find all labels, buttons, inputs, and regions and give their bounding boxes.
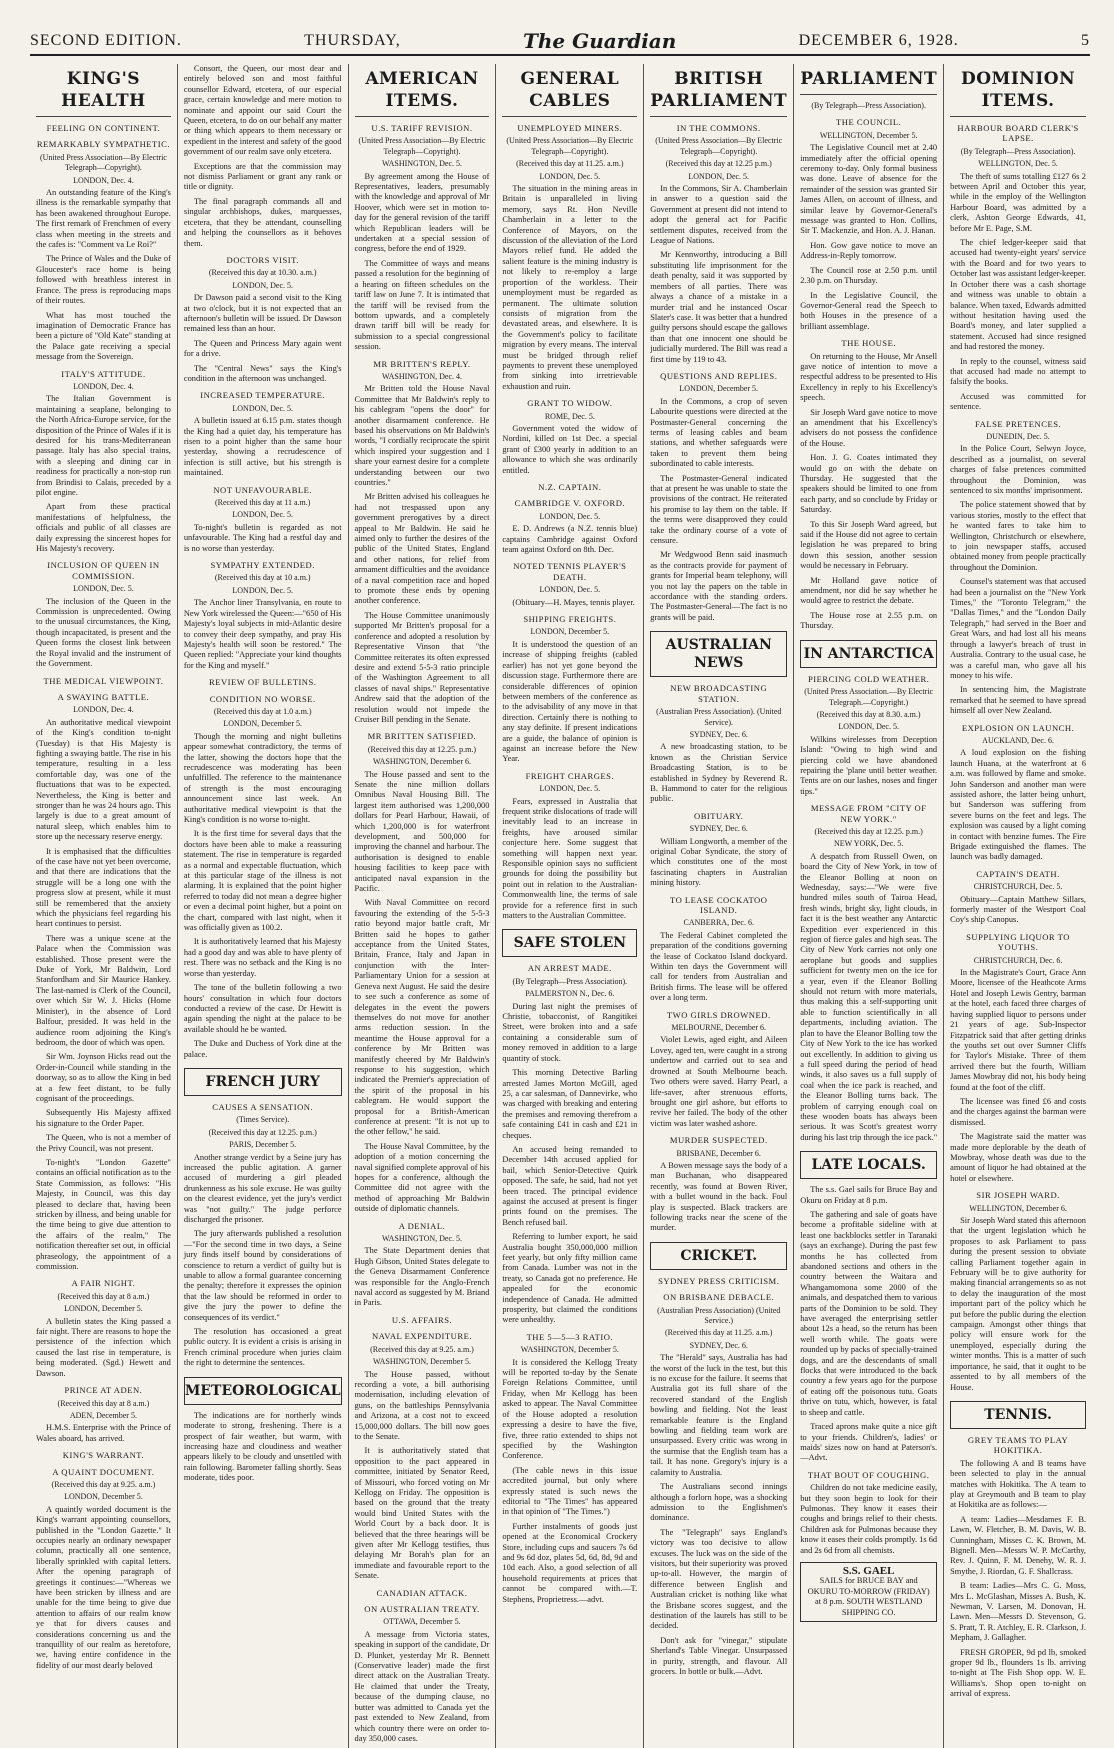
dateline: LONDON, December 5. [223,719,303,729]
column-heading: KING'S HEALTH [36,68,171,117]
article-paragraph: Wilkins wirelesses from Deception Island: "Owing to high wind and piercing cold we have abandoned repairing the 'plane until better weather. Tents are on our lashes, noses and finger tips." [800,734,938,796]
dateline: (Received this day at 12.25 p.m.) [665,159,772,169]
advertisement [800,1562,937,1622]
article-paragraph: In the Magistrate's Court, Grace Ann Moore, licensee of the Heathcote Arms Hotel and Joseph Lewis Gentry, barman at the hotel, each faced three charges of having supplied liquor to persons under 21 years of age. Sub-Inspector Fitzpatrick said that after getting drinks the youths set out over Sumner Cliffs for Taylor's Mistake. Three of them arrived there but the fourth, William James Mowbray did not, his body being found at the foot of the cliff. [950,968,1086,1092]
column-7 [944,64,1092,1748]
dateline: CHRISTCHURCH, Dec. 5. [973,882,1063,892]
article-paragraph: Though the morning and night bulletins appear somewhat contradictory, the terms of the latter, showing the doctors hope that the recrudescence was moderating has been unfulfilled. The reference to the maintenance of strength is the most encouraging announcement since last week. An authoritative medical viewpoint is that the King's condition is no worse to-night. [183,731,342,824]
article-subheading: THAT BOUT OF COUGHING. [807,1469,930,1480]
article-paragraph: The House passed and sent to the Senate the nine million dollars Omnibus Naval Housing Bill. The largest item authorised was 1,200,000 dollars for Pearl Harbour, Hawaii, of which 1,200,000 is for waterfront development, and 500,000 for improving the channel and harbour. The authorisation is designed to enable housing facilities to keep pace with anticipated naval expansion in the Pacific. [354,769,490,894]
article-subheading: PRINCE AT ADEN. [64,1385,143,1396]
article-paragraph: Sir Joseph Ward stated this afternoon that the urgent legislation which he proposes to ask Parliament to pass during the present session to obviate calling Parliament together again in February will be to give authority for making financial arrangements so as not to delay the inauguration of the most important part of the policy which he put before the public during the election campaign. Amongst other things that policy will ensure work for the unemployed, especially during the winter months. This is a matter of such importance, he said, that it ought to be assented to by all members of the House. [950,1216,1086,1392]
dateline: LONDON, Dec. 5. [232,280,294,290]
article-paragraph: By agreement among the House of Representatives, leaders, presumably with the knowledge and approval of Mr Hoover, which were set in motion to-day for the general revision of the tariff which Republican leaders will be undertaken at a special session of congress, before the end of 1929. [354,171,490,254]
dateline: WASHINGTON, December 5. [520,1345,619,1355]
article-subheading: PIERCING COLD WEATHER. [807,673,930,684]
article-paragraph: Traced aprons make quite a nice gift to your friends. Children's, ladies' or maids' sizes now on hand at Paterson's.—Advt. [800,1422,938,1463]
article-paragraph: Violet Lewis, aged eight, and Aileen Lovey, aged ten, were caught in a strong undertow and carried out to sea and drowned at South Melbourne beach. Two others were saved. Harry Pearl, a life-saver, after strenuous efforts, brought one girl ashore, but efforts to revive her failed. The body of the other victim was later washed ashore. [650,1035,788,1128]
article-paragraph: B team: Ladies—Mrs C. G. Moss, Mrs L. McGlashan, Misses A. Bush, K. Newman, V. Larsen, M. Donovan, H. Lawn. Men—Messrs D. Stevenson, G. S. Pratt, T. R. Atchley, E. R. Clarkson, J. Mepham, J. Gallagher. [950,1581,1086,1643]
dateline: LONDON, Dec. 5. [73,584,134,594]
article-subheading: CAPTAIN'S DEATH. [976,868,1060,879]
article-paragraph: Dr Dawson paid a second visit to the King at two o'clock, but it is not expected that an afternoon's bulletin will be issued. Dr Dawson remained less than an hour. [183,293,342,334]
article-paragraph: The theft of sums totalling £127 6s 2 between April and October this year, while in the employ of the Wellington Harbour Board, was admitted by a clerk, Ashton George Edwards, 41, before Mr E. Page, S.M. [950,171,1086,233]
article-paragraph: During last night the premises of Christie, tobacconist, of Rangitikei Street, were broken into and a safe containing a considerable sum of money removed in addition to a large quantity of stock. [502,1001,638,1063]
dateline: (Received this day at 8 a.m.) [57,1398,150,1408]
section-heading: METEOROLOGICAL [184,1377,342,1405]
article-subheading: QUESTIONS AND REPLIES. [660,370,778,381]
article-paragraph: The Council rose at 2.50 p.m. until 2.30 p.m. on Thursday. [800,265,938,286]
article-paragraph: The House rose at 2.55 p.m. on Thursday. [800,610,938,631]
article-paragraph: The indications are for northerly winds moderate to strong, freshening. There is a prospect of fair weather, but warm, with increasing haze and cloudiness and weather appears likely to be cloudy and unsettled with rain following. Barometer falling shortly. Seas moderate, tides poor. [183,1410,342,1483]
dateline: LONDON, December 5. [64,1492,143,1502]
article-subheading: INCREASED TEMPERATURE. [200,390,326,401]
dateline: (Received this day at 1.0 a.m.) [213,706,312,716]
article-subheading: SYMPATHY EXTENDED. [210,560,315,571]
article-subheading: A FAIR NIGHT. [71,1278,136,1289]
dateline: (United Press Association.—By Electric Telegraph.—Copyright.) [804,687,934,707]
dateline: (Received this day at 12.25. p.m.) [814,826,923,836]
article-paragraph: An outstanding feature of the King's illness is the remarkable sympathy that has been awakened throughout Europe. The first remark of Frenchmen of every class when meeting in the streets and the cafes is: "Comment va Le Roi?" [36,188,171,250]
article-paragraph: Subsequently His Majesty affixed his signature to the Order Paper. [36,1108,171,1128]
article-paragraph: (The cable news in this issue accredited journal, but only where expressly stated is such news the editorial to "The Times" has appeared in that opinion of "The Times.") [502,1465,638,1517]
dateline: LONDON, Dec. 5. [539,511,601,521]
article-subheading: CAUSES A SENSATION. [212,1101,314,1112]
article-paragraph: Government voted the widow of Nordini, killed on 1st Dec. a special grant of £300 yearly in addition to an allowance to which she was ordinarily entitled. [502,423,638,475]
article-subheading: GRANT TO WIDOW. [527,398,613,409]
article-subheading: ON AUSTRALIAN TREATY. [364,1604,480,1615]
article-subheading: A DENIAL. [398,1220,446,1231]
article-paragraph: The Duke and Duchess of York dine at the palace. [183,1039,342,1059]
article-paragraph: In the Commons, Sir A. Chamberlain in answer to a question said the Government at present did not intend to adopt the general act for Pacific settlement disputes, received from the League of Nations. [650,184,788,246]
article-paragraph: To this Sir Joseph Ward agreed, but said if the House did not agree to certain legislation he was prepared to bring down this session, another session would be necessary in February. [800,519,938,571]
dateline: LONDON, Dec. 5. [539,784,601,794]
article-paragraph: H.M.S. Enterprise with the Prince of Wales aboard, has arrived. [36,1423,171,1443]
section-heading: SAFE STOLEN [502,929,637,957]
article-paragraph: The Legislative Council met at 2.40 immediately after the official opening ceremony to-day. Only formal business was done. Leave of absence for the remainder of the session was granted Sir James Allen, on account of illness, and similar leave by Governor-General's message was granted to Hon. Collins, Sir T. Mackenzie, and Hon. A. J. Hanan. [800,143,938,236]
article-paragraph: To-night's "London Gazette" contains an official notification as to the State Commission, as follows: "His Majesty, in Council, was this day pleased to declare that, having been stricken by illness, and being unable for the time being to give due attention to the affairs of the realm," The notification thereafter set out, in official phraseology, the appointment of a commission. [36,1157,171,1272]
article-paragraph: To-night's bulletin is regarded as not unfavourable. The King had a restful day and is no worse than yesterday. [183,522,342,553]
dateline: DUNEDIN, Dec. 5. [986,431,1050,441]
article-subheading: NOTED TENNIS PLAYER'S DEATH. [513,561,627,582]
article-paragraph: The "Herald" says, Australia has had the worst of the luck in the test, but this is no excuse for the failure. It seems that Australia got its full share of the recovered standard of the English bowling and fielding. Not the least remarkable feature is the England bowling and fielding team work are unsurpassed. Every critic was wrong in the surmise that the English team has a tail. It has none. Gregory's injury is a calamity to Australia. [650,1353,788,1477]
article-subheading: CONDITION NO WORSE. [209,693,316,704]
article-paragraph: With Naval Committee on record favouring the extending of the 5-5-3 ratio beyond major battle craft, Mr Britten said he hopes to gather acceptance from the United States, Britain, France, Italy and Japan in conjunction with the Inter-Parliamentary Union for a session at Geneva next August. He said the desire to see such a conference as some of delegates in the event the powers themselves do not move for another arms reduction session. In the meantime the House approval for a conference by Mr Britten was manifestly cheered by Mr Baldwin's response to his suggestion, which indicated the Premier's appreciation of the spirit of the proposal in his cablegram. He would support the proposal for a British-American conference at present: "It is not up to the other fellow," he said. [354,898,490,1137]
article-paragraph: A Bowen message says the body of a man Buchanan, who disappeared recently, was found at Bowen River, with a bullet wound in the back. Foul play is suspected. Black trackers are following tracks near the scene of the murder. [650,1160,788,1233]
article-paragraph: Counsel's statement was that accused had been a journalist on the "New York Times," the "Toronto Telegram," the "Dallas Times," and the "London Daily Telegraph," had served in the Boer and Great Wars, and had lost all his means through a lawyer's breach of trust in Australia. Contrary to the usual case, he was a careful man, who gave all his money to his wife. [950,577,1086,680]
article-paragraph: An accused being remanded to December 14th accused applied for bail, which Senior-Detective Quirk opposed. The safe, he said, had not yet been traced. The principal evidence against the accused at present is finger prints found on the premises. The Bench refused bail. [502,1144,638,1227]
column-heading: GENERAL CABLES [502,68,637,117]
article-paragraph: Referring to lumber export, he said Australia bought 350,000,000 million feet yearly, but only fifty million came from Canada. Lumber was not in the treaty, so Canada got no preference. He appealed for the economic independence of Canada. He admitted prosperity, but claimed the conditions were unhealthy. [502,1232,638,1325]
dateline: CHRISTCHURCH, Dec. 6. [973,955,1063,965]
dateline: CANBERRA, Dec. 6. [683,918,754,928]
article-paragraph: In the Police Court, Selwyn Joyce, described as a journalist, on several charges of false pretences committed throughout the Dominion, was sentenced to six months' imprisonment. [950,444,1086,495]
dateline: LONDON, Dec. 5. [688,171,750,181]
dateline: (By Telegraph—Press Association). [811,101,926,110]
article-subheading: KING'S WARRANT. [62,1450,145,1461]
article-subheading: NAVAL EXPENDITURE. [371,1331,472,1342]
article-subheading: MR BRITTEN SATISFIED. [367,731,477,742]
column-5 [644,64,794,1748]
article-paragraph: It is authoritatively stated that opposition to the pact appeared in committee, initiated by Senator Reed, of Missouri, who forced voting on Mr Kellogg on Friday. The opposition is based on the ground that the treaty would bind United States with the World Court by a back door. It is believed that the three hearings will be given after Mr Kellogg testifies, thus delaying Mr Borah's plan for an immediate and favourable report to the Senate. [354,1446,490,1581]
article-paragraph: The following A and B teams have been selected to play in the annual matches with Hokitika. The A team to play at Greymouth and B team to play at Hokitika are as follows:— [950,1458,1086,1510]
column-heading: BRITISH PARLIAMENT [650,68,787,117]
article-paragraph: The Queen and Princess Mary again went for a drive. [183,338,342,359]
column-3 [349,64,497,1748]
article-paragraph: The situation in the mining areas in Britain is unparalleled in living memory, says Rt. Hon Neville Chamberlain in a letter to the Conference of Mayors, on the discussion of the alleviation of the Lord Mayors relief fund. He added the salient feature is the mining industry is not likely to re-employ a large proportion of the workless. Their unemployment must be regarded as permanent. The ultimate solution consists of migration from the devastated areas, and elsewhere. It is the Government's policy to facilitate migration by every means. The interval must be bridged through relief payments to prevent these unemployed from sinking into irretrievable exhaustion and ruin. [502,184,638,391]
article-paragraph: Don't ask for "vinegar," stipulate Sherland's Table Vinegar. Unsurpassed in purity, strength, and flavour. All grocers. In bottle or bulk.—Advt. [650,1635,788,1676]
article-subheading: MESSAGE FROM "CITY OF NEW YORK." [810,803,927,824]
article-paragraph: Exceptions are that the commission may not dismiss Parliament or grant any rank or title or dignity. [183,161,342,192]
article-paragraph: A bulletin issued at 6.15 p.m. states though the King had a quiet day, his temperature has risen to a point higher than the same hour yesterday, showing a recrudescence of infection is still active, but his strength is maintained. [183,416,342,478]
article-subheading: OBITUARY. [693,810,744,821]
dateline: SYDNEY, Dec. 6. [689,1340,748,1350]
article-paragraph: It is understood the question of an increase of shipping freights (cabled earlier) has not yet gone beyond the discussion stage. Furthermore there are considerable differences of opinion between members of the conference as to the advisability of any move in that direction. Certainly there is nothing to any stay definite. If present indications are a guide, the balance of opinion is against an increase before the New Year. [502,639,638,764]
dateline: LONDON, Dec. 5. [539,171,601,181]
article-paragraph: Further instalments of goods just opened at the Economical Crockery Store, including cups and saucers 7s 6d and 9s 6d doz, plates 5d, 6d, 8d, 9d and 10d each. Also, a good selection of all household requirements at prices that cannot be compared with.—T. Stephens, Proprietress.—advt. [502,1521,638,1604]
dateline: (Received this day at 10 a.m.) [214,573,311,583]
dateline: MELBOURNE, December 6. [671,1023,767,1033]
dateline: LONDON, Dec. 4. [73,175,134,185]
article-subheading: U.S. TARIFF REVISION. [371,123,473,133]
article-paragraph: It is considered the Kellogg Treaty will be reported to-day by the Senate Foreign Relations Committee, until Friday, when Mr Kellogg has been asked to appear. The Naval Committee of the House adopted a resolution expressing a desire to have the five, five, three ratio extended to ships not specified by the Washington Conference. [502,1357,638,1461]
article-paragraph: What has most touched the imagination of Democratic France has been a picture of "Old Kate" standing at the Palace gate receiving a special message from the Sovereign. [36,310,171,362]
article-paragraph: It is the first time for several days that the doctors have been able to make a reassuring statement. The rise in temperature is regarded as a normal and expectable fluctuation, which at this particular stage of the illness is not alarming. It is explained that the point higher referred to today did not mean a degree higher or even a decimal point higher, but a point on the chart, compared with last night, when it was officially given as 100.2. [183,829,342,933]
dateline: WASHINGTON, December 6. [372,757,471,767]
article-paragraph: A quaintly worded document is the King's warrant appointing counsellors, published in the "London Gazette." It occupies nearly an ordinary newspaper column, practically all one sentence, liberally sprinkled with capital letters. After the opening paragraph of greetings it continues:—"Whereas we have been stricken by illness and are unable for the time being to give due attention to affairs of our realm know ye that for divers causes and considerations concerning us and the tranquillity of our realm as heretofore, we, having entire confidence in the fidelity of our most dearly beloved [36,1504,171,1670]
article-paragraph: The House passed, without recording a vote, a bill authorising modernisation, including elevation of guns, on the battleships Pennsylvania and Arizona, at a cost not to exceed 15,000,000 dollars. The bill now goes to the Senate. [354,1369,490,1441]
column-heading: DOMINION ITEMS. [950,68,1086,117]
article-subheading: SUPPLYING LIQUOR TO YOUTHS. [966,931,1070,953]
article-paragraph: A team: Ladies—Mesdames F. B. Lawn, W. Fletcher, B. M. Davis, W. B. Cunningham, Misses C. K. Brown, M. Bignell. Men—Messrs W. P. McCarthy, Rev. J. Quinn, F. M. Denehy, W. R. J. Smythe, J. Riordan, G. F. Shallcrass. [950,1514,1086,1576]
dateline: (Australian Press Association) (United Service.) [657,1305,781,1325]
article-paragraph: The Australians second innings although a forlorn hope, was a shocking admission to the Englishmen's dominance. [650,1482,788,1523]
article-paragraph: Accused was committed for sentence. [950,391,1086,412]
article-paragraph: In reply to the counsel, witness said that accused had made no attempt to falsify the books. [950,356,1086,387]
article-paragraph: It is emphasised that the difficulties of the case have not yet been overcome, and that there are indications that the struggle will be a long one with the progress slow at present, while it must still be remembered that the anxiety which the physicians feel regarding his heart continues to persist. [36,846,171,929]
article-paragraph: The resolution has occasioned a great public outcry. It is evident a crisis is arising in French criminal procedure when juries claim the right to determine the sentences. [183,1327,342,1368]
article-subheading: AN ARREST MADE. [527,963,612,974]
article-subheading: CANADIAN ATTACK. [376,1587,468,1598]
article-paragraph: The chief ledger-keeper said that accused had twenty-eight years' service with the Board and for two years to October last was assistant ledger-keeper. In October there was a cash shortage and witness was unable to obtain a balance. When taxed, Edwards admitted without hesitation having used the Board's money, and later supplied a statement. Accused had since resigned and had restored the money. [950,238,1087,352]
dateline: (Received this day at 9.25. a.m.) [370,1344,474,1354]
dateline: WELLINGTON, Dec. 5. [978,159,1058,169]
article-paragraph: The "Telegraph" says England's victory was too decisive to allow excuses. The luck was on the side of the visitors, but their superiority was proved up-to-all. However, the margin of difference between English and Australian cricket is nothing like what the Brisbane scores suggest, and the destination of the laurels has still to be decided. [650,1527,788,1631]
article-paragraph: The s.s. Gael sails for Bruce Bay and Okuru on Friday at 8 p.m. [800,1185,938,1205]
masthead [30,28,1090,56]
article-paragraph: Apart from these practical manifestations of helpfulness, the officials and public of all classes are daily expressing the sincerest hopes for His Majesty's recovery. [36,502,171,554]
article-paragraph: The tone of the bulletin following a two hours' consultation in which four doctors conducted a review of the case. Dr Hewitt is again spending the night at the palace to be available should he be wanted. [183,983,342,1034]
article-paragraph: The Anchor liner Transylvania, en route to New York wirelessed the Queen:—"650 of His Majesty's loyal subjects in mid-Atlantic desire to convey their deep sympathy, and pray His Majesty's health will soon be restored." The Queen replied: "Appreciate your kind thoughts for the King and myself." [183,598,342,670]
article-paragraph: The licensee was fined £6 and costs and the charges against the barman were dismissed. [950,1096,1086,1127]
dateline: (Received this day at 11.25. a.m.) [516,159,624,169]
article-paragraph: E. D. Andrews (a N.Z. tennis blue) captains Cambridge against Oxford team against Oxford on 8th. Dec. [502,524,638,555]
section-heading: LATE LOCALS. [800,1151,937,1179]
article-subheading: SIR JOSEPH WARD. [976,1190,1060,1201]
dateline: (Received this day at 11.25. a.m.) [665,1328,773,1338]
dateline: PARIS, December 5. [229,1140,297,1150]
dateline: (Received this day at 8 a.m.) [57,1291,150,1301]
article-paragraph: A message from Victoria states, speaking in support of the candidate, Dr D. Plunket, yesterday Mr R. Bennett (Conservative leader) made the first direct attack on the Australian Treaty. He claimed that under the Treaty, because of the dumping clause, no butter was admitted to Canada yet the past extended to New Zealand, from which country there were on order to-day 350,000 cases. [354,1629,490,1743]
dateline: LONDON, Dec. 5. [232,510,294,520]
article-paragraph: Mr Kennworthy, introducing a Bill substituting life imprisonment for the death penalty, said it was supported by members of all parties. There was always a chance of a mistake in a murder trial and he instanced Oscar Slater's case. It was better that a hundred guilty persons should escape the gallows than that one innocent one should be judicially murdered. The Bill was read a first time by 119 to 43. [650,250,788,364]
article-subheading: FALSE PRETENCES. [974,418,1062,429]
dateline: WASHINGTON, Dec. 5. [381,1234,462,1244]
section-heading: IN ANTARCTICA [800,640,937,668]
article-paragraph: The inclusion of the Queen in the Commission is unprecedented. Owing to the unusual circumstances, the King, though incapacitated, is present and the Queen forms the closest link between the Royal invalid and the instrument of the Government. [36,596,171,669]
article-paragraph: Hon. Gow gave notice to move an Address-in-Reply tomorrow. [800,240,938,261]
column-2 [178,64,349,1748]
article-paragraph: Another strange verdict by a Seine jury has increased the public agitation. A garner accused of murdering a girl pleaded drunkenness as his sole excuse. He was guilty on the clearest evidence, yet the jury's verdict was "not guilty." The judge perforce discharged the prisoner. [183,1152,342,1224]
dateline: (Received this day at 12.25. p.m.) [367,744,477,754]
newspaper-title: The Guardian [523,29,677,53]
article-subheading: U.S. AFFAIRS. [391,1314,453,1325]
section-heading: TENNIS. [950,1401,1086,1429]
article-subheading: REMARKABLY SYMPATHETIC. [36,139,171,150]
article-subheading: HARBOUR BOARD CLERK'S LAPSE. [957,123,1079,144]
dateline: (Received this day at 12.25. p.m.) [208,1127,317,1137]
article-paragraph: Children do not take medicine easily, but they soon begin to look for their Pulmonas. They know it eases their coughs and brings relief to their chests. Children ask for Pulmonas because they know it eases their colds promptly. 1s 6d and 2s 6d from all chemists. [800,1483,938,1555]
article-subheading: THE HOUSE. [841,338,896,349]
dateline: NEW YORK, Dec. 5. [833,839,904,849]
article-subheading: SYDNEY PRESS CRITICISM. [658,1275,780,1286]
dateline: (United Press Association—By Electric Telegraph—Copyright). [39,152,167,173]
dateline: LONDON, December 5. [530,627,610,637]
article-subheading: NOT UNFAVOURABLE. [213,484,313,495]
dateline: ADEN, December 5. [69,1410,137,1420]
article-paragraph: Hon. J. G. Coates intimated they would go on with the debate on Thursday. He suggested that the speakers should be limited to one from each party, and so conclude by Friday or Saturday. [800,453,938,515]
article-paragraph: There was a unique scene at the Palace when the Commission was established. Those present were the Duke of York, Mr Baldwin, Lord Stanfordham and Sir Maurice Hankey. The last-named is Clerk of the Council, over which Sir W. J. Hicks (Home Minister), in the absence of Lord Balfour, presided. It was held in the audience room adjoining the King's bedroom, the door of which was open. [36,933,171,1047]
article-paragraph: The Italian Government is maintaining a seaplane, belonging to the North Africa-Europe service, for the disposition of the Prince of Wales if it is desired for his trans-Mediterranean passage. Italy has also special trains, with a sleeping and dining car in readiness for practically a non-stop run from Brindisi to Calais, preceded by a pilot engine. [36,394,171,497]
article-subheading: THE COUNCIL. [836,117,902,128]
edition-label: SECOND EDITION. [30,32,182,49]
dateline: (Received this day at 9.25. a.m.) [51,1479,156,1489]
article-paragraph: The police statement showed that by various stories, mostly to the effect that he wanted fares to take him to Wellington, Christchurch or elsewhere, to join newspaper staffs, accused obtained money from people practically throughout the Dominion. [950,500,1086,572]
dateline: (By Telegraph—Press Association). [512,976,628,986]
section-heading: AUSTRALIAN NEWS [650,631,787,677]
article-paragraph: Mr Britten told the House Naval Committee that Mr Baldwin's reply to his cablegram "opens the door" for another disarmament conference. He based his observations on Mr Baldwin's words, "I cordially reciprocate the spirit which inspired your suggestion and I share your earnest desire for a complete understanding between our two countries." [354,384,490,487]
column-heading: PARLIAMENT [800,68,937,95]
article-subheading: CAMBRIDGE V. OXFORD. [514,498,626,509]
article-paragraph: The Committee of ways and means passed a resolution for the beginning of a hearing on fifteen schedules on the tariff law on June 7. It is intimated that the tariff will be revised from the bottom upwards, and a completely drawn tariff bill will be ready for submission to a special congressional session. [354,258,490,352]
dateline: (United Press Association—By Electric Telegraph—Copyright). [655,136,783,156]
article-subheading: UNEMPLOYED MINERS. [517,123,623,133]
page-number: 5 [1080,32,1090,49]
article-paragraph: Sir Wm. Joynson Hicks read out the Order-in-Council while standing in the doorway, so as to allow the King in bed at a few feet distant, to be fully cognisant of the proceedings. [36,1052,171,1103]
article-paragraph: Sir Joseph Ward gave notice to move an amendment that his Excellency's advisers do not possess the confidence of the House. [800,407,938,448]
article-paragraph: The gathering and sale of goats have become a profitable sideline with at least one backblocks settler in Taranaki (says an exchange). During the past few months he has collected from abandoned sections and others in the country between the Waitara and Whangamomona some 2000 of the animals, and despatched them to various parts of the Dominion to be sold. They have averaged the enterprising settler about 12s a head, so the return has been well worth while. The goats were rounded up by packs of specially-trained dogs, and are the descendants of small flocks that were introduced to the back country a few years ago for the purpose of eating off the poisonous tutu. Goats thrive on tutu, which, however, is fatal to sheep and cattle. [800,1209,938,1417]
article-paragraph: The Magistrate said the matter was made more deplorable by the death of Mowbray, whose death was due to the amount of liquor he had obtained at the hotel or elsewhere. [950,1132,1086,1183]
section-heading: CRICKET. [650,1242,787,1270]
article-paragraph: The final paragraph commands all and singular archbishops, dukes, marquesses, etcetera, that they be attendant, counselling and helping the counsellors as it behoves them. [183,196,342,248]
article-paragraph: Consort, the Queen, our most dear and entirely beloved son and most faithful counsellor Edward, etcetera, of our especial grace, certain knowledge and mere motion to nominate and appoint our said Court the Queen, etcetera, to do on our behalf any matter or thing which appears to them necessary or expedient in the interest and safety of the good government of our realm save only etcetera. [183,64,342,157]
article-paragraph: Obituary—Captain Matthew Sillars, formerly master of the Westport Coal Coy's ship Canopus. [950,894,1086,925]
article-subheading: NEW BROADCASTING STATION. [670,683,768,704]
dateline: WASHINGTON, Dec. 5. [381,159,462,169]
dateline: (Australian Press Association). (United Service). [656,707,782,727]
article-paragraph: The Federal Cabinet completed the preparation of the conditions governing the lease of Cockatoo Island dockyard. Within ten days the Government will call for tenders from Australian and British firms. The lease will be offered over a long term. [650,930,788,1003]
dateline: WASHINGTON, Dec. 4. [381,371,462,381]
article-paragraph: The House Committee unanimously supported Mr Britten's proposal for a conference and adopted a resolution by Representative Vinson that "the Committee reiterates its often expressed desire and extend 5-5-3 ratio principle of the Washington Agreement to all classes of naval ships." Representative Andrew said that the adoption of the resolution would not impede the Cruiser Bill pending in the Senate. [354,610,490,724]
article-paragraph: The Postmaster-General indicated that at present he was unable to state the provisions of the contract. He reiterated his promise to lay them on the table. If the terms were disapproved they could take the ordinary course of a vote of censure. [650,473,788,546]
article-subheading: THE 5—5—3 RATIO. [526,1331,614,1342]
dateline: (Times Service). [236,1115,290,1125]
article-paragraph: Mr Britten advised his colleagues he had not trespassed upon any government prerogatives by a direct appeal to Mr Baldwin. He said he aimed only to further the desires of the public of the United States, England and other nations, for relief from armament difficulties and the avoidance of a naval competition race and hoped to promote these ends by opening another conference. [354,492,490,606]
column-1 [30,64,178,1748]
dateline: SYDNEY, Dec. 6. [689,824,748,834]
article-subheading: EXPLOSION ON LAUNCH. [961,722,1075,733]
article-subheading: TWO GIRLS DROWNED. [666,1009,771,1020]
dateline: LONDON, Dec. 5. [232,585,294,595]
dateline: LONDON, Dec. 5. [838,722,899,732]
ad-text: SAILS for BRUCE BAY and OKURU TO-MORROW (FRIDAY) at 8 p.m. SOUTH WESTLAND SHIPPING CO. [807,1576,930,1617]
dateline: (By Telegraph—Press Association). [960,146,1076,156]
article-paragraph: An authoritative medical viewpoint of the King's condition to-night (Tuesday) is that His Majesty is fighting a swaying battle. The rise in his temperature, resulting in a less comfortable day, was one of the fluctuations that was to be expected. Nevertheless, the King is better and stronger than he was 24 hours ago. This largely is due to a great amount of natural sleep, which enables him to store up the necessary reserve energy. [36,717,171,842]
article-paragraph: In sentencing him, the Magistrate remarked that he seemed to have spread himself all over New Zealand. [950,685,1086,716]
dateline: LONDON, December 5. [64,1304,143,1314]
dateline: (United Press Association—By Electric Telegraph—Copyright). [506,136,634,156]
article-paragraph: Mr Holland gave notice of amendment, nor did he say whether he would agree to restrict the debate. [800,575,938,606]
article-paragraph: FRESH GROPER, 9d pd lb, smoked groper 9d lb., flounders 1s lb. arriving to-night at The Fish Shop opp. W. E. Williams's. Shop open to-night on arrival of express. [950,1647,1086,1699]
article-paragraph: The Queen, who is not a member of the Privy Council, was not present. [36,1133,171,1153]
article-subheading: MR BRITTEN'S REPLY. [373,358,471,369]
article-paragraph: Fears, expressed in Australia that frequent strike dislocations of trade will inevitably lead to an increase in freights, have aroused similar conjecture here. Some suggest that something will happen next year. Responsible opinion says no sufficient grounds for doing the possibility but point out in relation to the Australian-Commonwealth line, the terms of sale provide for a reference first in such matters to the Australian Committee. [502,796,638,921]
article-subheading: FEELING ON CONTINENT. [46,123,161,133]
column-heading: AMERICAN ITEMS. [355,68,490,117]
article-subheading: THE MEDICAL VIEWPOINT. [43,675,164,686]
article-paragraph: In the Commons, a crop of seven Labourite questions were directed at the Postmaster-General concerning the terms of leasing cables and beam stations, and whether safeguards were taken to prevent them being subordinated to cable interests. [650,396,788,469]
dateline: WELLINGTON, December 6. [969,1203,1067,1213]
article-paragraph: This morning Detective Barling arrested James Morton McGill, aged 25, a car salesman, of Dannevirke, who was charged with breaking and entering the premises and removing therefrom a safe containing £41 in cash and £21 in cheques. [502,1068,638,1140]
dateline: LONDON, December 5. [679,384,759,394]
article-subheading: IN THE COMMONS. [676,123,761,133]
article-paragraph: The "Central News" says the King's condition in the afternoon was unchanged. [183,363,342,383]
article-subheading: TO LEASE COCKATOO ISLAND. [669,894,768,915]
day-label: THURSDAY, [304,32,401,49]
article-paragraph: The House Naval Committee, by the adoption of a motion concerning the naval signified complete approval of his hopes for a conference, although the Committee did not agree with the method of approaching Mr Baldwin outside of diplomatic channels. [354,1141,490,1214]
article-paragraph: In the Legislative Council, the Governor-General read the Speech to both Houses in the presence of a brilliant assemblage. [800,290,938,331]
article-paragraph: (Obituary—H. Mayes, tennis player. [512,597,635,607]
dateline: AUCKLAND, Dec. 6. [982,735,1054,745]
article-paragraph: The jury afterwards published a resolution—"For the second time in two days, a Seine jury finds itself bound by considerations of conscience to return a verdict of guilty but is unable to allow a formal guarantee concerning the penalty; therefore it expresses the opinion that the law should be reformed in order to give the jury the power to define the consequences of its verdict." [183,1229,342,1322]
article-subheading: GREY TEAMS TO PLAY HOKITIKA. [967,1434,1069,1456]
article-subheading: A SWAYING BATTLE. [57,691,150,702]
dateline: (Received this day at 10.30. a.m.) [208,268,317,278]
date-label: DECEMBER 6, 1928. [798,32,959,49]
dateline: LONDON, Dec. 5. [539,585,601,595]
article-paragraph: A bulletin states the King passed a fair night. There are reasons to hope the persistence of the infection which caused the last rise in temperature, is being moderated. (Sgd.) Hewett and Dawson. [36,1316,171,1378]
dateline: OTTAWA, December 5. [383,1617,461,1627]
article-subheading: INCLUSION OF QUEEN IN COMMISSION. [47,560,160,581]
article-paragraph: A new broadcasting station, to be known as the Christian Service Broadcasting Station, is to be established in Sydney by Reverend R. B. Hammond to cater for the religious public. [650,742,788,804]
article-paragraph: A loud explosion on the fishing launch Huana, at the waterfront at 6 a.m. was followed by flame and smoke. John Sanderson and another man were assisted ashore, the latter being unhurt, but Sanderson was suffering from severe burns on the feet and legs. The explosion was caused by a light coming in contact with benzine fumes. The Fire Brigade extinguished the flames. The launch was badly damaged. [950,748,1086,862]
article-paragraph: The State Department denies that Hugh Gibson, United States delegate to the Geneva Disarmament Conference was responsible for the Anglo-French naval accord as suggested by M. Briand in Paris. [354,1246,490,1308]
dateline: SYDNEY, Dec. 6. [689,729,748,739]
dateline: WASHINGTON, December 5. [372,1357,471,1367]
dateline: BRISBANE, December 6. [676,1148,761,1158]
article-subheading: ON BRISBANE DEBACLE. [663,1292,775,1303]
article-subheading: REVIEW OF BULLETINS. [208,677,317,688]
column-4 [496,64,644,1748]
section-heading: FRENCH JURY [184,1068,342,1096]
dateline: (Received this day at 8.30. a.m.) [816,709,921,719]
dateline: (Received this day at 11 a.m.) [214,498,311,508]
article-paragraph: The Prince of Wales and the Duke of Gloucester's race home is being followed with breathless interest in France. The press is reproducing maps of their routes. [36,254,171,306]
dateline: LONDON, Dec. 4. [73,381,134,391]
article-subheading: N.Z. CAPTAIN. [538,482,602,492]
article-subheading: SHIPPING FREIGHTS. [523,614,617,625]
article-paragraph: Mr Wedgwood Benn said inasmuch as the contracts provide for payment of grants for Imperial beam telephony, will you not lay the papers on the table in accordance with the standing orders. The Postmaster-General—The fact is no grants will be paid. [650,550,788,622]
dateline: LONDON, Dec. 4. [73,705,134,715]
article-subheading: DOCTORS VISIT. [226,254,299,265]
article-paragraph: William Longworth, a member of the original Cobar Syndicate, the story of which constitutes one of the most fascinating chapters in Australian mining history. [650,836,788,888]
dateline: ROME, Dec. 5. [544,411,595,421]
article-subheading: MURDER SUSPECTED. [669,1135,768,1146]
article-subheading: FREIGHT CHARGES. [525,770,615,781]
dateline: PALMERSTON N., Dec. 6. [525,989,615,999]
dateline: WELLINGTON, December 5. [819,130,918,140]
article-subheading: A QUAINT DOCUMENT. [52,1466,155,1477]
ad-title: S.S. GAEL [842,1564,895,1577]
dateline: (United Press Association—By Electric Telegraph—Copyright). [358,136,486,156]
article-paragraph: A despatch from Russell Owen, on board the City of New York, in tow of the Eleanor Bolling at noon on Wednesday, says:—"We were five hundred miles south of Tairoa Head, fresh winds, bright sky, light clouds, in fact it is the best weather any Antarctic Expedition ever experienced in this region of fierce gales and high seas. The City of New York carries not only one aeroplane but goods and supplies sufficient for twenty men on the ice for a year, even if the Eleanor Bolling should not return with more materials, thus making this a self-supporting unit able to function scientifically in all departments, including aviation. The plan to have the Eleanor Bolling tow the City of New York to the ice has worked out excellently. In addition to giving us a full speed during the period of head winds, it also saves us a full supply of coal when the ice pack is reached, and the Eleanor Bolling turns back. The problem of carrying enough coal on these wooden boats has always been serious. It was Scott's greatest worry during his last trip through the ice pack." [800,851,938,1142]
column-6 [794,64,944,1748]
article-paragraph: On returning to the House, Mr Ansell gave notice of intention to move a respectful address to be presented to His Excellency in reply to his Excellency's speech. [800,351,938,403]
columns-area [30,64,1092,1743]
article-paragraph: It is authoritatively learned that his Majesty had a good day and was able to have plenty of rest. There was no setback and the King is no worse than yesterday. [183,937,342,978]
article-subheading: ITALY'S ATTITUDE. [61,368,146,379]
dateline: LONDON, Dec. 5. [232,403,294,413]
